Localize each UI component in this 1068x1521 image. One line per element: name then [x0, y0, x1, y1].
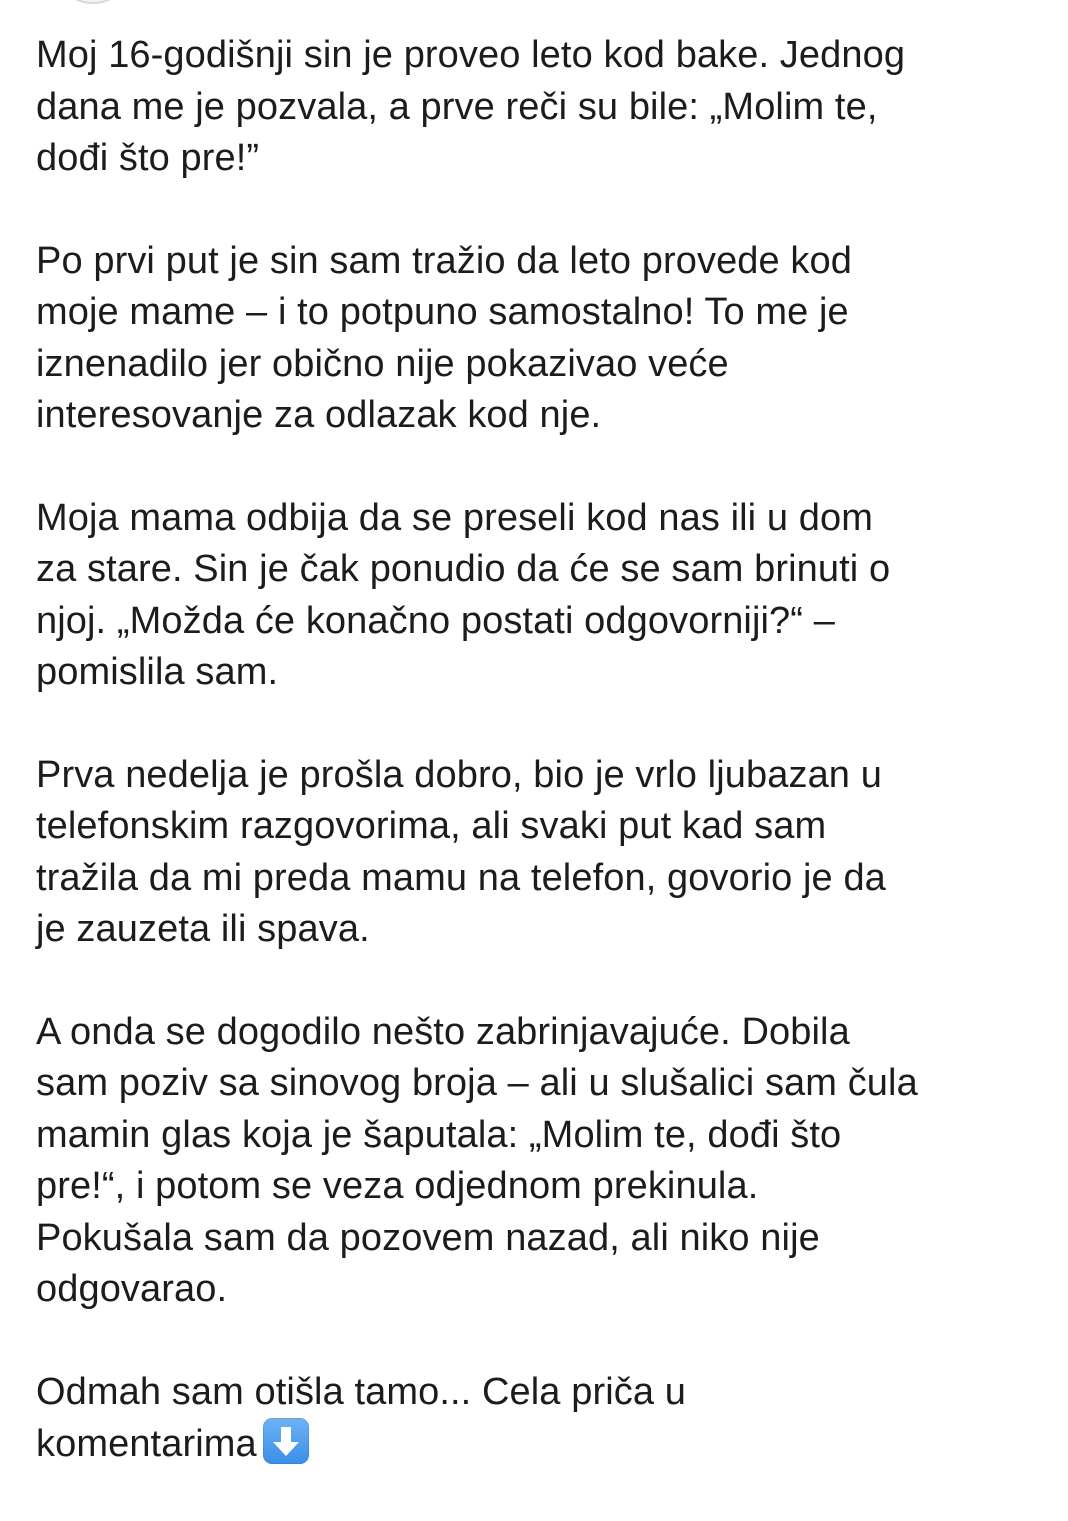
text-line: njoj. „Možda će konačno postati odgovorniji?“ –: [36, 599, 835, 642]
text-line: Pokušala sam da pozovem nazad, ali niko nije: [36, 1216, 820, 1259]
avatar[interactable]: [52, 0, 134, 4]
paragraph: [36, 30, 1046, 185]
text-line: dana me je pozvala, a prve reči su bile: „Molim te,: [36, 85, 878, 128]
text-line: iznenadilo jer obično nije pokazivao veće: [36, 342, 729, 385]
comments-link-text: komentarima: [36, 1423, 257, 1465]
text-line: moje mame – i to potpuno samostalno! To me je: [36, 291, 849, 333]
text-line: je zauzeta ili spava.: [36, 908, 370, 950]
text-line: tražila da mi preda mamu na telefon, govorio je da: [36, 856, 886, 899]
text-line: Po prvi put je sin sam tražio da leto provede kod: [36, 239, 852, 282]
text-line: Prva nedelja je prošla dobro, bio je vrlo ljubazan u: [36, 753, 882, 796]
text-line: odgovarao.: [36, 1268, 228, 1310]
text-line: Moja mama odbija da se preseli kod nas ili u dom: [36, 496, 873, 539]
post-text: [36, 30, 1046, 1521]
paragraph: [36, 750, 1046, 956]
closing-paragraph: [36, 1367, 1046, 1470]
text-line: Odmah sam otišla tamo... Cela priča u: [36, 1370, 686, 1413]
text-line: Moj 16-godišnji sin je proveo leto kod bake. Jednog: [36, 34, 906, 76]
text-line: telefonskim razgovorima, ali svaki put kad sam: [36, 805, 827, 847]
down-arrow-emoji-icon: [263, 1418, 309, 1464]
text-line: pre!“, i potom se veza odjednom prekinula.: [36, 1165, 759, 1207]
paragraph: [36, 1007, 1046, 1316]
text-line: interesovanje za odlazak kod nje.: [36, 394, 602, 436]
text-line: za stare. Sin je čak ponudio da će se sam brinuti o: [36, 548, 891, 590]
text-line: dođi što pre!”: [36, 137, 260, 179]
text-line-with-emoji: [36, 1418, 1046, 1470]
paragraph: [36, 493, 1046, 699]
text-line: pomislila sam.: [36, 651, 279, 693]
text-line: mamin glas koja je šaputala: „Molim te, dođi što: [36, 1113, 842, 1156]
text-line: sam poziv sa sinovog broja – ali u slušalici sam čula: [36, 1062, 918, 1104]
paragraph: [36, 236, 1046, 442]
text-line: A onda se dogodilo nešto zabrinjavajuće. Dobila: [36, 1010, 850, 1053]
